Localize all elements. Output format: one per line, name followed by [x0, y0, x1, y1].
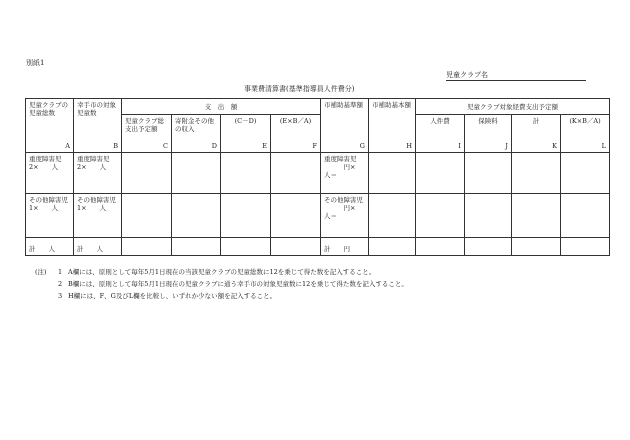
column-letter-l: L: [601, 142, 606, 150]
column-letter-d: D: [211, 142, 217, 150]
row-total-b: 計 人: [74, 238, 122, 256]
column-letter-e: E: [262, 142, 267, 150]
input-cell[interactable]: [512, 153, 561, 194]
table-row: [26, 194, 610, 238]
column-letter-c: C: [163, 142, 168, 150]
input-cell[interactable]: [465, 238, 512, 256]
column-letter-g: G: [359, 142, 365, 150]
input-cell[interactable]: [512, 238, 561, 256]
column-letter-b: B: [113, 142, 118, 150]
column-letter-k: K: [552, 142, 557, 150]
input-cell[interactable]: [561, 194, 610, 238]
header-city-base: 市補助基本額 H: [369, 99, 416, 153]
table-row: [26, 153, 610, 194]
column-letter-a: A: [65, 142, 70, 150]
input-cell[interactable]: [465, 194, 512, 238]
header-total-planned: 児童クラブ総支出予定額 C: [122, 115, 172, 153]
input-cell[interactable]: [221, 238, 271, 256]
input-cell[interactable]: [122, 238, 172, 256]
input-cell[interactable]: [172, 194, 221, 238]
input-cell[interactable]: [369, 194, 416, 238]
input-cell[interactable]: [122, 153, 172, 194]
header-k-b-a: (K×B／A) L: [561, 115, 610, 153]
table-row: [26, 238, 610, 256]
row-other-g: その他障害児 円× 人＝: [321, 194, 369, 238]
note-item: 2 B欄には、原則として毎年5月1日現在の児童クラブに通う幸手市の対象児童数に12を乗じて得た数を記入すること。: [58, 280, 408, 288]
row-total-g: 計 円: [321, 238, 369, 256]
row-severe-g: 重度障害児 円× 人＝: [321, 153, 369, 194]
input-cell[interactable]: [271, 153, 321, 194]
row-severe-b: 重度障害児 2× 人: [74, 153, 122, 194]
input-cell[interactable]: [172, 153, 221, 194]
column-letter-h: H: [406, 142, 412, 150]
header-children-total: 児童クラブの児童総数 A: [26, 99, 74, 153]
club-name-underline: [446, 80, 586, 81]
notes-lead: (注): [35, 268, 47, 276]
input-cell[interactable]: [561, 153, 610, 194]
column-letter-i: I: [458, 142, 461, 150]
header-donations: 寄附金その他の収入 D: [172, 115, 221, 153]
header-target-children: 幸手市の対象児童数 B: [74, 99, 122, 153]
input-cell[interactable]: [271, 238, 321, 256]
header-subtotal: 計 K: [512, 115, 561, 153]
header-c-minus-d: (C－D) E: [221, 115, 271, 153]
header-expense-group: 児童クラブ対象経費支出予定額: [416, 99, 610, 115]
input-cell[interactable]: [172, 238, 221, 256]
document-title: 事業費清算書(基準指導員人件費分): [244, 85, 355, 93]
row-other-a: その他障害児 1× 人: [26, 194, 74, 238]
input-cell[interactable]: [512, 194, 561, 238]
input-cell[interactable]: [122, 194, 172, 238]
header-insurance: 保険料 J: [465, 115, 512, 153]
input-cell[interactable]: [416, 153, 465, 194]
input-cell[interactable]: [221, 194, 271, 238]
note-item: (注) 1 A欄には、原則として毎年5月1日現在の当該児童クラブの児童総数に12を乗じて得た数を記入すること。: [35, 268, 376, 276]
row-severe-a: 重度障害児 2× 人: [26, 153, 74, 194]
header-e-b-a: (E×B／A) F: [271, 115, 321, 153]
input-cell[interactable]: [561, 238, 610, 256]
input-cell[interactable]: [369, 238, 416, 256]
input-cell[interactable]: [416, 238, 465, 256]
notes: [35, 266, 408, 302]
note-item: 3 H欄には、F、G及びL欄を比較し、いずれか少ない額を記入すること。: [58, 292, 277, 300]
input-cell[interactable]: [271, 194, 321, 238]
column-letter-f: F: [312, 142, 317, 150]
club-name-label: 児童クラブ名: [446, 71, 488, 79]
header-city-standard: 市補助基準額 G: [321, 99, 369, 153]
input-cell[interactable]: [221, 153, 271, 194]
settlement-table: [25, 98, 610, 256]
input-cell[interactable]: [369, 153, 416, 194]
column-letter-j: J: [505, 142, 508, 150]
header-expenditure-group: 支 出 額: [122, 99, 321, 115]
input-cell[interactable]: [465, 153, 512, 194]
input-cell[interactable]: [416, 194, 465, 238]
row-other-b: その他障害児 1× 人: [74, 194, 122, 238]
header-personnel: 人件費 I: [416, 115, 465, 153]
row-total-a: 計 人: [26, 238, 74, 256]
annex-label: 別紙1: [26, 59, 45, 67]
